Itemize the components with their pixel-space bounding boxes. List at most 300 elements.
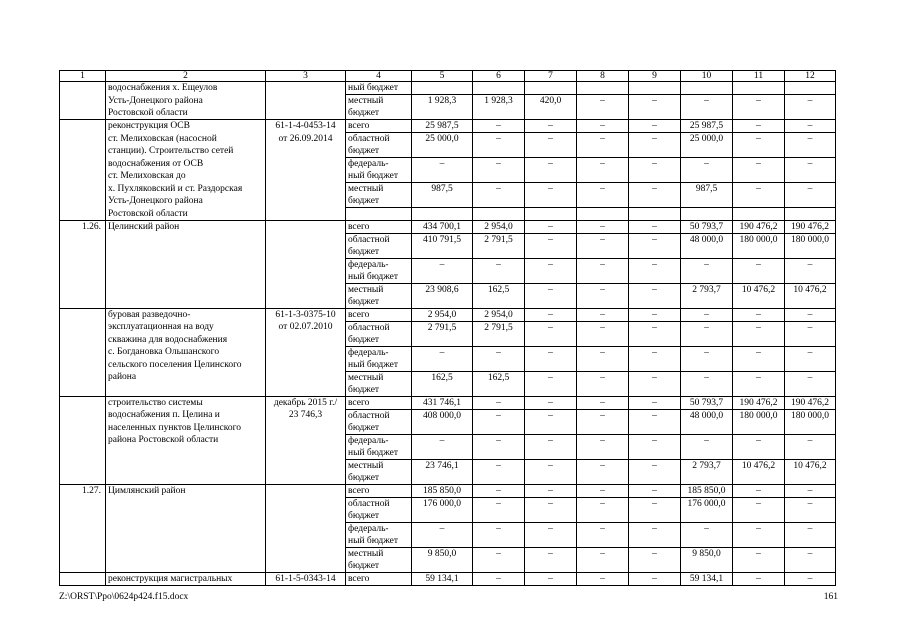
value-cell <box>412 145 473 158</box>
value-cell <box>525 384 577 397</box>
item-number-cell <box>60 459 106 472</box>
item-name-cell: населенных пунктов Целинского <box>106 422 266 435</box>
value-cell <box>412 510 473 523</box>
value-cell: 180 000,0 <box>733 409 785 422</box>
value-cell: 10 476,2 <box>785 459 836 472</box>
value-cell <box>473 560 525 573</box>
value-cell <box>733 208 785 221</box>
item-name-cell: Ростовской области <box>106 107 266 120</box>
value-cell <box>525 359 577 372</box>
value-cell <box>577 560 629 573</box>
value-cell: 1 928,3 <box>473 95 525 108</box>
value-cell <box>577 170 629 183</box>
value-cell: 185 850,0 <box>681 484 733 497</box>
value-cell: 180 000,0 <box>785 409 836 422</box>
document-ref-cell <box>266 283 346 296</box>
value-cell: – <box>473 459 525 472</box>
document-ref-cell <box>266 560 346 573</box>
value-cell <box>577 334 629 347</box>
item-name-cell: ст. Мелиховская (насосной <box>106 133 266 146</box>
value-cell: 2 791,5 <box>473 233 525 246</box>
item-number-cell <box>60 522 106 535</box>
value-cell: – <box>785 258 836 271</box>
value-cell: – <box>473 522 525 535</box>
value-cell: – <box>733 522 785 535</box>
value-cell <box>525 447 577 460</box>
value-cell <box>681 82 733 95</box>
item-number-cell <box>60 246 106 259</box>
value-cell: – <box>577 308 629 321</box>
value-cell <box>412 359 473 372</box>
budget-type-cell: бюджет <box>346 560 412 573</box>
value-cell <box>733 170 785 183</box>
column-number: 7 <box>525 71 577 82</box>
value-cell <box>473 359 525 372</box>
budget-type-cell: ный бюджет <box>346 82 412 95</box>
value-cell: 59 134,1 <box>412 572 473 585</box>
budget-type-cell: областной <box>346 321 412 334</box>
item-number-cell <box>60 195 106 208</box>
budget-type-cell: местный <box>346 459 412 472</box>
table-row <box>60 82 836 95</box>
value-cell: – <box>525 233 577 246</box>
value-cell: 185 850,0 <box>412 484 473 497</box>
value-cell: 190 476,2 <box>733 396 785 409</box>
value-cell <box>577 472 629 485</box>
value-cell <box>681 422 733 435</box>
value-cell <box>629 447 681 460</box>
value-cell: – <box>412 158 473 171</box>
table-row <box>60 183 836 196</box>
value-cell: – <box>577 371 629 384</box>
value-cell <box>412 447 473 460</box>
value-cell <box>733 510 785 523</box>
value-cell: – <box>629 371 681 384</box>
value-cell: – <box>473 120 525 133</box>
value-cell: – <box>681 95 733 108</box>
value-cell <box>525 560 577 573</box>
value-cell: – <box>785 572 836 585</box>
item-name-cell: буровая разведочно- <box>106 308 266 321</box>
value-cell: – <box>577 522 629 535</box>
item-name-cell <box>106 283 266 296</box>
value-cell <box>525 296 577 309</box>
value-cell: – <box>577 409 629 422</box>
value-cell <box>577 422 629 435</box>
value-cell <box>785 359 836 372</box>
value-cell: – <box>473 547 525 560</box>
value-cell: 180 000,0 <box>785 233 836 246</box>
document-ref-cell <box>266 258 346 271</box>
value-cell <box>733 82 785 95</box>
value-cell <box>577 107 629 120</box>
value-cell: 2 954,0 <box>412 308 473 321</box>
value-cell <box>577 447 629 460</box>
column-number: 5 <box>412 71 473 82</box>
value-cell <box>733 271 785 284</box>
document-ref-cell <box>266 195 346 208</box>
value-cell: – <box>525 572 577 585</box>
document-ref-cell <box>266 107 346 120</box>
budget-type-cell: ный бюджет <box>346 271 412 284</box>
value-cell: – <box>733 484 785 497</box>
value-cell <box>629 334 681 347</box>
value-cell: – <box>785 346 836 359</box>
value-cell: 25 000,0 <box>681 133 733 146</box>
value-cell <box>473 208 525 221</box>
value-cell: – <box>473 572 525 585</box>
value-cell <box>577 535 629 548</box>
value-cell: 2 954,0 <box>473 308 525 321</box>
value-cell: 50 793,7 <box>681 220 733 233</box>
document-ref-cell <box>266 447 346 460</box>
budget-type-cell: бюджет <box>346 384 412 397</box>
budget-type-cell: всего <box>346 220 412 233</box>
value-cell: 420,0 <box>525 95 577 108</box>
column-number: 8 <box>577 71 629 82</box>
value-cell <box>785 560 836 573</box>
table-row <box>60 547 836 560</box>
item-number-cell <box>60 208 106 221</box>
value-cell <box>733 535 785 548</box>
value-cell: 190 476,2 <box>733 220 785 233</box>
budget-type-cell: всего <box>346 396 412 409</box>
value-cell: – <box>525 158 577 171</box>
item-name-cell: с. Богдановка Ольшанского <box>106 346 266 359</box>
item-name-cell: Цимлянский район <box>106 484 266 497</box>
item-name-cell: Усть-Донецкого района <box>106 195 266 208</box>
value-cell: – <box>629 409 681 422</box>
value-cell <box>525 145 577 158</box>
table-row <box>60 522 836 535</box>
value-cell <box>473 384 525 397</box>
value-cell: 2 793,7 <box>681 459 733 472</box>
column-number: 6 <box>473 71 525 82</box>
item-name-cell: водоснабжения п. Целина и <box>106 409 266 422</box>
budget-type-cell: местный <box>346 283 412 296</box>
value-cell: – <box>733 434 785 447</box>
document-ref-cell <box>266 208 346 221</box>
value-cell: – <box>577 283 629 296</box>
page-number: 161 <box>823 592 838 602</box>
value-cell <box>733 384 785 397</box>
value-cell: – <box>733 321 785 334</box>
value-cell: – <box>629 497 681 510</box>
document-ref-cell <box>266 359 346 372</box>
budget-type-cell: местный <box>346 547 412 560</box>
table-row <box>60 560 836 573</box>
value-cell <box>629 208 681 221</box>
value-cell: – <box>629 346 681 359</box>
table-row <box>60 321 836 334</box>
table-row <box>60 510 836 523</box>
value-cell <box>412 422 473 435</box>
budget-table <box>59 70 836 586</box>
document-ref-cell <box>266 484 346 497</box>
item-name-cell: реконструкция магистральных <box>106 572 266 585</box>
value-cell: – <box>629 547 681 560</box>
item-name-cell: водоснабжения х. Ещеулов <box>106 82 266 95</box>
value-cell <box>681 359 733 372</box>
value-cell <box>681 195 733 208</box>
value-cell: – <box>681 434 733 447</box>
value-cell: 987,5 <box>681 183 733 196</box>
value-cell: – <box>785 547 836 560</box>
value-cell: – <box>525 283 577 296</box>
value-cell: – <box>785 120 836 133</box>
value-cell: – <box>733 258 785 271</box>
value-cell <box>525 195 577 208</box>
value-cell: – <box>629 434 681 447</box>
value-cell <box>525 510 577 523</box>
value-cell: 987,5 <box>412 183 473 196</box>
value-cell: – <box>577 396 629 409</box>
value-cell: 162,5 <box>473 283 525 296</box>
item-number-cell <box>60 409 106 422</box>
column-number-row <box>60 71 836 82</box>
value-cell <box>412 560 473 573</box>
budget-type-cell: федераль- <box>346 522 412 535</box>
item-number-cell <box>60 145 106 158</box>
table-row <box>60 133 836 146</box>
value-cell: – <box>681 522 733 535</box>
budget-type-cell: всего <box>346 120 412 133</box>
value-cell <box>733 359 785 372</box>
budget-type-cell: бюджет <box>346 107 412 120</box>
value-cell: 25 987,5 <box>681 120 733 133</box>
item-number-cell <box>60 308 106 321</box>
budget-type-cell: федераль- <box>346 346 412 359</box>
value-cell: – <box>412 522 473 535</box>
value-cell <box>525 271 577 284</box>
value-cell: 2 791,5 <box>412 321 473 334</box>
item-name-cell: эксплуатационная на воду <box>106 321 266 334</box>
budget-type-cell: ный бюджет <box>346 170 412 183</box>
table-row <box>60 535 836 548</box>
value-cell: – <box>785 183 836 196</box>
table-row <box>60 107 836 120</box>
budget-type-cell: бюджет <box>346 472 412 485</box>
value-cell <box>525 170 577 183</box>
value-cell: – <box>473 434 525 447</box>
value-cell: – <box>629 321 681 334</box>
value-cell: – <box>577 547 629 560</box>
value-cell <box>785 107 836 120</box>
value-cell: – <box>681 346 733 359</box>
item-name-cell <box>106 535 266 548</box>
table-row <box>60 271 836 284</box>
value-cell <box>629 82 681 95</box>
value-cell <box>525 107 577 120</box>
value-cell: – <box>525 120 577 133</box>
document-ref-cell <box>266 82 346 95</box>
value-cell: – <box>681 321 733 334</box>
value-cell: – <box>733 133 785 146</box>
value-cell <box>412 384 473 397</box>
value-cell: – <box>733 120 785 133</box>
value-cell: – <box>525 396 577 409</box>
document-ref-cell <box>266 422 346 435</box>
budget-type-cell: бюджет <box>346 422 412 435</box>
value-cell <box>473 510 525 523</box>
item-name-cell <box>106 472 266 485</box>
value-cell <box>733 246 785 259</box>
value-cell <box>785 447 836 460</box>
value-cell: – <box>525 497 577 510</box>
item-number-cell <box>60 434 106 447</box>
value-cell: – <box>785 133 836 146</box>
table-row <box>60 371 836 384</box>
table-row <box>60 459 836 472</box>
value-cell <box>473 107 525 120</box>
document-ref-cell <box>266 145 346 158</box>
footer-file-path: Z:\ORST\Ppo\0624p424.f15.docx <box>59 592 189 602</box>
item-name-cell <box>106 384 266 397</box>
item-number-cell <box>60 82 106 95</box>
value-cell: – <box>733 346 785 359</box>
item-name-cell: ст. Мелиховская до <box>106 170 266 183</box>
value-cell <box>681 107 733 120</box>
value-cell <box>577 82 629 95</box>
value-cell <box>629 560 681 573</box>
value-cell <box>412 195 473 208</box>
value-cell <box>473 334 525 347</box>
value-cell <box>577 246 629 259</box>
value-cell: – <box>629 233 681 246</box>
budget-type-cell: федераль- <box>346 158 412 171</box>
budget-type-cell: местный <box>346 183 412 196</box>
value-cell: 176 000,0 <box>412 497 473 510</box>
value-cell <box>681 145 733 158</box>
item-name-cell: реконструкция ОСВ <box>106 120 266 133</box>
item-name-cell: станции). Строительство сетей <box>106 145 266 158</box>
value-cell: 23 908,6 <box>412 283 473 296</box>
value-cell <box>681 208 733 221</box>
item-name-cell <box>106 271 266 284</box>
value-cell: – <box>473 346 525 359</box>
value-cell <box>629 296 681 309</box>
value-cell <box>629 422 681 435</box>
value-cell <box>681 384 733 397</box>
value-cell <box>577 510 629 523</box>
document-ref-cell <box>266 220 346 233</box>
value-cell: – <box>629 220 681 233</box>
value-cell: – <box>785 95 836 108</box>
value-cell <box>733 195 785 208</box>
value-cell <box>785 510 836 523</box>
value-cell <box>681 535 733 548</box>
table-row <box>60 246 836 259</box>
value-cell <box>785 296 836 309</box>
value-cell: – <box>785 522 836 535</box>
value-cell <box>681 472 733 485</box>
value-cell: 1 928,3 <box>412 95 473 108</box>
value-cell <box>473 195 525 208</box>
value-cell: – <box>473 183 525 196</box>
item-name-cell <box>106 522 266 535</box>
value-cell: – <box>733 572 785 585</box>
table-row <box>60 472 836 485</box>
value-cell: – <box>577 95 629 108</box>
value-cell <box>785 208 836 221</box>
value-cell: – <box>577 233 629 246</box>
item-name-cell <box>106 560 266 573</box>
value-cell: – <box>629 396 681 409</box>
value-cell: 434 700,1 <box>412 220 473 233</box>
value-cell: – <box>733 547 785 560</box>
document-ref-cell <box>266 434 346 447</box>
document-ref-cell <box>266 95 346 108</box>
table-row <box>60 447 836 460</box>
value-cell <box>577 359 629 372</box>
budget-type-cell <box>346 208 412 221</box>
value-cell: – <box>473 396 525 409</box>
table-row <box>60 497 836 510</box>
item-name-cell: Целинский район <box>106 220 266 233</box>
budget-type-cell: бюджет <box>346 195 412 208</box>
value-cell <box>733 145 785 158</box>
value-cell <box>412 82 473 95</box>
value-cell: – <box>525 346 577 359</box>
value-cell <box>473 422 525 435</box>
value-cell: – <box>473 409 525 422</box>
column-number: 12 <box>785 71 836 82</box>
budget-type-cell: федераль- <box>346 258 412 271</box>
item-number-cell <box>60 95 106 108</box>
budget-type-cell: ный бюджет <box>346 359 412 372</box>
value-cell <box>733 107 785 120</box>
document-ref-cell <box>266 170 346 183</box>
budget-table-page <box>59 70 835 586</box>
value-cell <box>577 296 629 309</box>
table-row <box>60 283 836 296</box>
table-row <box>60 346 836 359</box>
value-cell: – <box>629 484 681 497</box>
item-number-cell <box>60 510 106 523</box>
value-cell: – <box>577 459 629 472</box>
value-cell: 25 000,0 <box>412 133 473 146</box>
budget-type-cell: местный <box>346 95 412 108</box>
table-row <box>60 220 836 233</box>
value-cell: – <box>525 220 577 233</box>
value-cell: – <box>577 220 629 233</box>
document-ref-cell <box>266 384 346 397</box>
value-cell: – <box>733 95 785 108</box>
table-row <box>60 233 836 246</box>
value-cell <box>412 246 473 259</box>
value-cell: 10 476,2 <box>733 283 785 296</box>
value-cell: – <box>733 371 785 384</box>
column-number: 3 <box>266 71 346 82</box>
value-cell <box>412 334 473 347</box>
item-name-cell: Ростовской области <box>106 208 266 221</box>
value-cell: – <box>577 484 629 497</box>
item-number-cell <box>60 258 106 271</box>
value-cell: – <box>785 158 836 171</box>
value-cell: 48 000,0 <box>681 233 733 246</box>
value-cell: 162,5 <box>473 371 525 384</box>
document-ref-cell <box>266 472 346 485</box>
value-cell <box>733 472 785 485</box>
item-number-cell <box>60 396 106 409</box>
value-cell <box>412 535 473 548</box>
item-name-cell: сельского поселения Целинского <box>106 359 266 372</box>
value-cell <box>473 82 525 95</box>
document-ref-cell <box>266 535 346 548</box>
value-cell <box>785 334 836 347</box>
value-cell <box>629 246 681 259</box>
table-row <box>60 434 836 447</box>
